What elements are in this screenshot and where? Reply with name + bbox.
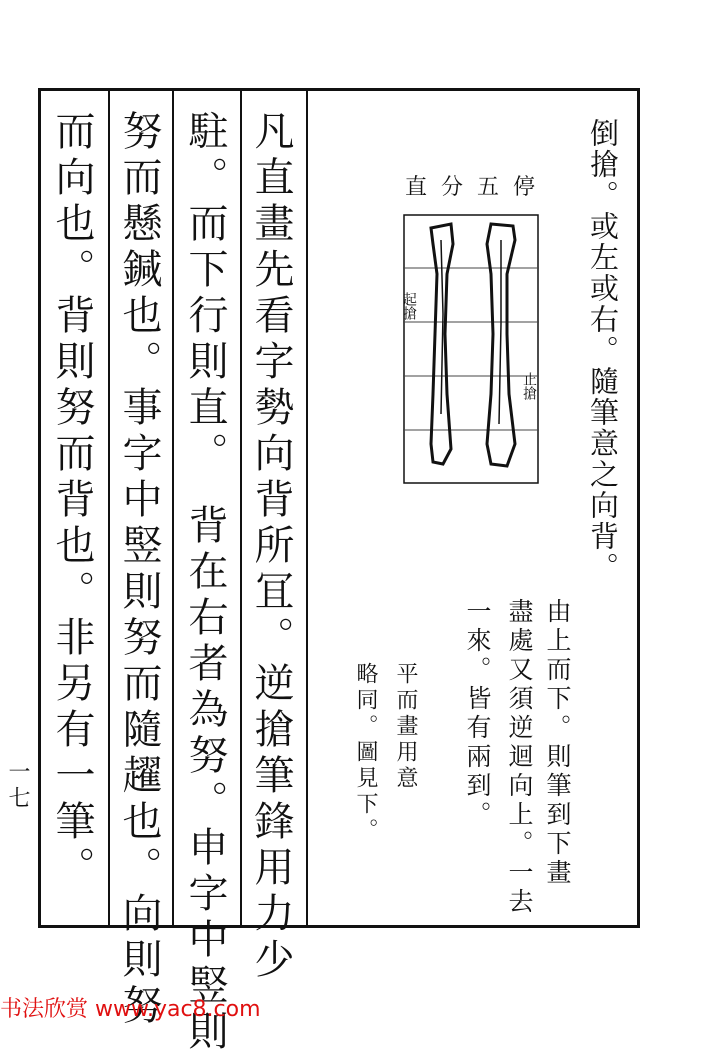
text-column-4: 而向也。背則努而背也。非另有一筆。 [49,110,95,892]
stroke-diagram [403,214,539,484]
note-line-2: 盡處又須逆迴向上。一去 [505,598,534,917]
page-number: 一七 [5,760,30,812]
stroke-diagram-svg [403,214,539,484]
note-line-3: 一來。皆有兩到。 [463,598,492,830]
note-small-2: 略同。圖見下。 [353,662,378,844]
column-rule [172,90,174,926]
text-column-1: 凡直畫先看字勢向背所冝。逆搶筆鋒用力少 [248,110,294,984]
column-rule [240,90,242,926]
figure-caption: 倒搶。或左或右。隨筆意之向背。 [586,118,620,583]
note-small-1: 平而畫用意 [393,662,418,792]
watermark: 书法欣赏 www.yac8.com [0,997,261,1022]
column-rule [108,90,110,926]
text-column-2: 駐。而下行則直。 背在右者為努。申字中竪則 [182,110,228,1056]
figure-title: 直分五停 [405,175,550,200]
text-column-3: 努而懸鍼也。事字中竪則努而隨趯也。向則努 [116,110,162,1030]
label-start: 起搶 [401,292,417,320]
note-line-1: 由上而下。則筆到下畫 [543,598,572,888]
column-rule [306,90,308,926]
label-stop: 止搶 [521,372,537,400]
